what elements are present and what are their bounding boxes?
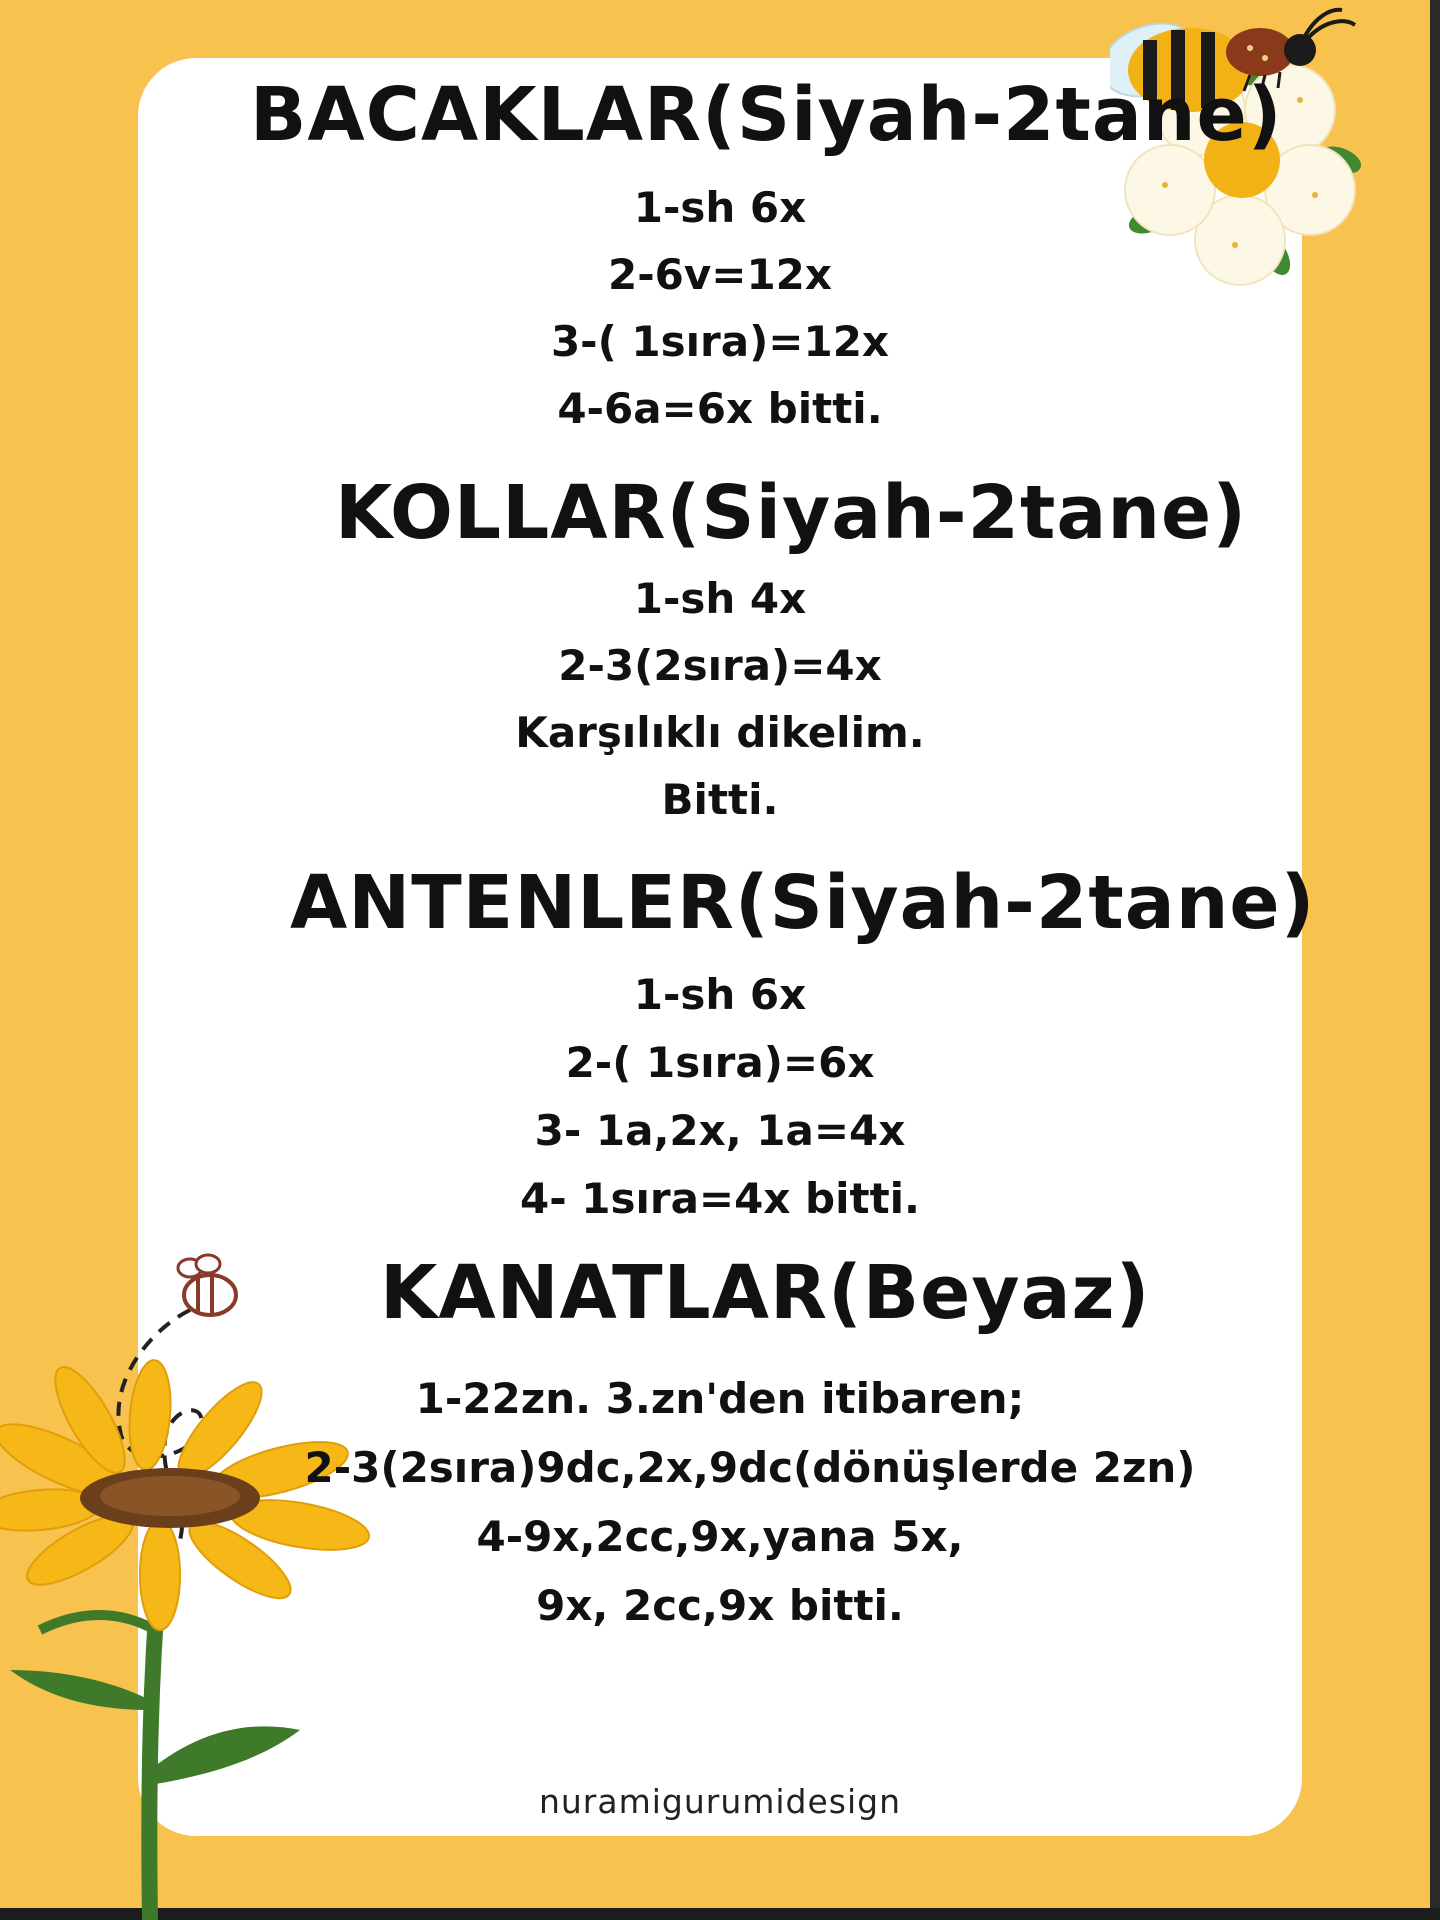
antenler-step-1: 1-sh 6x	[633, 970, 807, 1019]
kollar-step-1: 1-sh 4x	[633, 574, 807, 623]
bacaklar-step-3: 3-( 1sıra)=12x	[550, 317, 890, 366]
section-title-antenler: ANTENLER(Siyah-2tane)	[290, 860, 1316, 946]
kanatlar-step-3: 4-9x,2cc,9x,yana 5x,	[476, 1512, 964, 1561]
designer-signature: nuramigurumidesign	[538, 1782, 902, 1821]
kanatlar-step-2: 2-3(2sıra)9dc,2x,9dc(dönüşlerde 2zn)	[304, 1443, 1196, 1492]
bacaklar-step-1: 1-sh 6x	[633, 183, 807, 232]
kollar-step-3: Karşılıklı dikelim.	[515, 708, 925, 757]
kanatlar-step-4: 9x, 2cc,9x bitti.	[536, 1581, 904, 1630]
section-title-bacaklar: BACAKLAR(Siyah-2tane)	[250, 72, 1283, 158]
bacaklar-step-2: 2-6v=12x	[608, 250, 832, 299]
antenler-step-2: 2-( 1sıra)=6x	[565, 1038, 875, 1087]
kanatlar-step-1: 1-22zn. 3.zn'den itibaren;	[415, 1374, 1025, 1423]
bacaklar-step-4: 4-6a=6x bitti.	[557, 384, 883, 433]
section-title-kollar: KOLLAR(Siyah-2tane)	[335, 470, 1248, 556]
section-title-kanatlar: KANATLAR(Beyaz)	[380, 1250, 1151, 1336]
antenler-step-3: 3- 1a,2x, 1a=4x	[534, 1106, 906, 1155]
antenler-step-4: 4- 1sıra=4x bitti.	[519, 1174, 921, 1223]
kollar-step-4: Bitti.	[661, 775, 779, 824]
kollar-step-2: 2-3(2sıra)=4x	[558, 641, 882, 690]
